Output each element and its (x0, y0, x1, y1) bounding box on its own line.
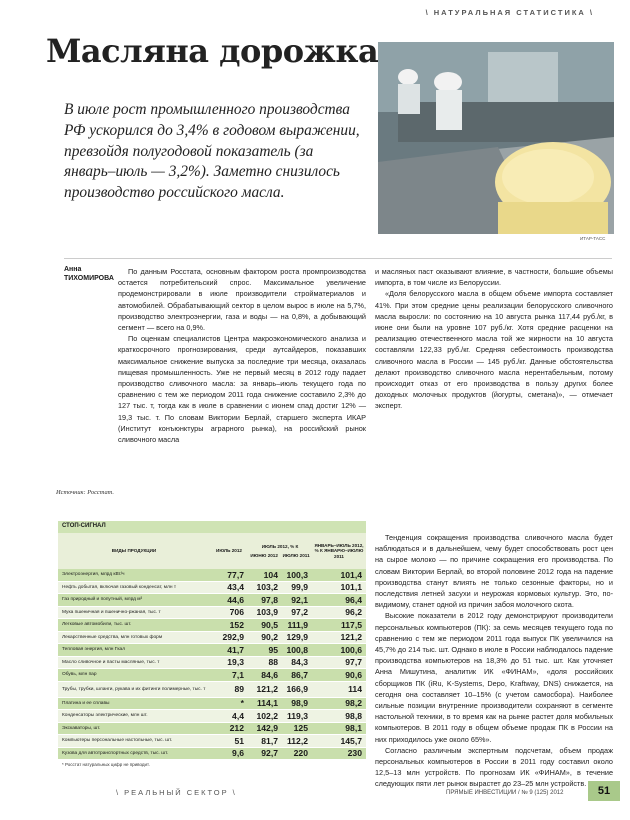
row-value: 51 (234, 735, 244, 746)
paragraph: Высокие показатели в 2012 году демонстрируют производители персональных компьютеров (ПК): за семь месяцев текущего года по сравнению с тем же периодом 2011 года выпуск ПК увеличился на 45,7% до 214 тыс. шт. Однако в июле в России наблюдалось падение производства компьютеров на 18,3% до 51 тыс. шт. Как уточняет Анна Мишутина, аналитик ИК «ФИНАМ», «доля российских сборщиков ПК (iRu, K-Systems, Depo, Kraftway, DNS) снижается, на сегодня она составляет 10–15% (с учетом самосбора). Наиболее сильные позиции внутренние производители сохраняют в сегменте настольной техники, в то время как на рынке растет доля мобильных компьютеров. В 2011 году в общем объеме продаж ПК в России на них приходилось уже около 65%». (375, 611, 613, 744)
col-group-label: ИЮЛЬ 2012, % К (261, 544, 299, 550)
table-row (58, 594, 366, 607)
row-label: Тепловая энергия, млн Гкал (62, 647, 126, 653)
row-value: * (240, 698, 244, 709)
row-value: 103,2 (256, 582, 278, 593)
row-value: 292,9 (222, 632, 244, 643)
row-value: 121,2 (340, 632, 362, 643)
table-row (58, 710, 366, 723)
table-row (58, 582, 366, 595)
row-value: 96,4 (345, 594, 362, 605)
paragraph: По оценкам специалистов Центра макроэкономического анализа и краткосрочного прогнозирования, среди аутсайдеров, показавших максимальное снижение выпуска за последние три месяца, оказалась пищевая промышленность. Уже не первый месяц в 2012 году падает производство сливочного масла: за январь–июль текущего года по сравнению с тем же периодом 2011 года снижение составило 2,3% до 127 тыс. т, тогда как в июле в сравнении с июнем спад достиг 12% — 19,3 тыс. т. По словам Виктории Берлай, старшего эксперта ИКАР (Институт конъюнктуры аграрного рынка), на российский рынок сливочного масла (118, 334, 366, 445)
table-title: СТОП-СИГНАЛ (58, 521, 366, 533)
author-first-name: Анна (64, 266, 82, 273)
col-products: ВИДЫ ПРОДУКЦИИ (111, 548, 157, 554)
row-label: Компьютеры персональные настольные, тыс. шт. (62, 738, 173, 744)
source-note: Источник: Росстат. (56, 489, 114, 496)
table-row (58, 669, 366, 682)
row-value: 98,1 (345, 723, 362, 734)
row-label: Обувь, млн пар (62, 672, 97, 678)
row-value: 7,1 (232, 669, 244, 680)
row-value: 129,9 (286, 632, 308, 643)
table-row (58, 682, 366, 698)
row-label: Трубы, трубки, шланги, рукава и их фитинги полимерные, тыс. т (62, 686, 206, 692)
row-value: 101,1 (340, 582, 362, 593)
paragraph: и масляных паст оказывают влияние, в частности, большие объемы импорта, в том числе из Белоруссии. (375, 267, 613, 288)
article-title: Масляна дорожка (46, 32, 379, 70)
row-value: 117,5 (340, 619, 362, 630)
paragraph: Тенденция сокращения производства сливочного масла будет наблюдаться и в дальнейшем, чему будет способствовать рост цен на сырое молоко — по причине сокращения его производства. По словам Виктории Берлай, во второй половине 2012 года на падение производства станут влиять не только сезонные факторы, но и последствия летней засухи и неурожая кормовых культур. Это, по-видимому, станет одной из причин забоя молочного скота. (375, 533, 613, 610)
row-label: Конденсаторы электрические, млн шт. (62, 713, 148, 719)
row-value: 99,9 (291, 582, 308, 593)
section-tag: \ НАТУРАЛЬНАЯ СТАТИСТИКА \ (425, 8, 594, 17)
row-label: Лекарственные средства, млн готовых форм (62, 634, 163, 640)
table-row (58, 748, 366, 761)
col-janjul: ЯНВАРЬ–ИЮЛЬ 2012, % К ЯНВАРЮ–ИЮЛЮ 2011 (314, 542, 364, 559)
row-label: Платина и ее сплавы (62, 700, 110, 706)
row-value: 230 (347, 748, 362, 759)
col-subheaders (248, 553, 312, 558)
row-value: 121,2 (256, 684, 278, 694)
row-value: 114 (348, 684, 362, 694)
row-label: Легковые автомобили, тыс. шт. (62, 622, 132, 628)
row-value: 125 (293, 723, 308, 734)
table-body (58, 569, 366, 760)
table-row (58, 657, 366, 670)
row-value: 96,2 (345, 607, 362, 618)
row-value: 212 (229, 723, 244, 734)
article-lead: В июле рост промышленного производства РФ ускорился до 3,4% в годовом выражении, превзойдя полугодовой показатель (за январь–июль — 3,2%). Заметно снизилось производство российского масла. (64, 101, 360, 202)
row-value: 98,9 (291, 698, 308, 709)
col-june: ИЮНЮ 2012 (250, 552, 278, 558)
divider (64, 258, 612, 259)
photo-illustration (378, 42, 614, 234)
col-july: ИЮЛЬ 2012 (216, 548, 242, 554)
row-value: 90,6 (345, 669, 362, 680)
row-value: 152 (229, 619, 244, 630)
row-value: 98,2 (345, 698, 362, 709)
row-value: 119,3 (286, 710, 308, 721)
col-july2011: ИЮЛЮ 2011 (282, 552, 310, 558)
row-value: 90,5 (261, 619, 278, 630)
row-label: Масло сливочное и пасты масляные, тыс. т (62, 659, 160, 665)
row-value: 84,6 (261, 669, 278, 680)
row-value: 4,4 (232, 710, 244, 721)
row-value: 89 (234, 684, 244, 694)
row-value: 166,9 (286, 684, 308, 694)
row-value: 101,4 (340, 569, 362, 580)
table-header (58, 533, 366, 569)
row-value: 9,6 (232, 748, 244, 759)
page-number: 51 (588, 781, 620, 801)
row-value: 220 (293, 748, 308, 759)
table-row (58, 632, 366, 645)
row-value: 92,7 (261, 748, 278, 759)
table-footnote: * Росстат натуральных цифр не приводит. (62, 762, 150, 767)
table-row (58, 607, 366, 620)
row-value: 114,1 (256, 698, 278, 709)
paragraph: «Доля белорусского масла в общем объеме импорта составляет 41%. При этом средние цены реализации белорусского сливочного масла выросли: по состоянию на 10 августа рынка 117,44 руб./кг, в июне они были на уровне 107 руб./кг. Хотя средние расценки на реализацию отечественного масла той же жирности на 10 августа составляли 122,33 руб./кг. Средняя себестоимость производства сливочного масла в России — 145 руб./кг. Данные обстоятельства делают производство сливочного масла нерентабельным, потому происходит отказ от его производства в пользу других более доходных молочных продуктов (йогурты, сметана)», — отмечает эксперт. (375, 289, 613, 411)
row-value: 88 (268, 657, 278, 668)
row-value: 706 (229, 607, 244, 618)
row-value: 43,4 (227, 582, 244, 593)
row-value: 95 (268, 644, 278, 655)
footer-section-tag: \ РЕАЛЬНЫЙ СЕКТОР \ (116, 788, 237, 797)
row-value: 97,8 (261, 594, 278, 605)
row-value: 100,8 (286, 644, 308, 655)
row-value: 84,3 (291, 657, 308, 668)
row-label: Экскаваторы, шт. (62, 725, 101, 731)
table-row (58, 569, 366, 582)
author-last-name: ТИХОМИРОВА (64, 275, 114, 282)
row-value: 92,1 (291, 594, 308, 605)
article-column-2 (375, 266, 613, 412)
row-value: 97,7 (345, 657, 362, 668)
row-value: 19,3 (227, 657, 244, 668)
paragraph-text: Согласно различным экспертным подсчетам, объем продаж персональных компьютеров в России в 2011 году составил около 12,5–13 млн устройств. По прогнозам ИК «ФИНАМ», в течение следующих пяти лет рынок вырастет до 23–25 млн устройств. (375, 745, 613, 789)
row-value: 77,7 (227, 569, 244, 580)
butter-factory-photo (378, 42, 614, 234)
row-label: Кузова для автотранспортных средств, тыс. шт. (62, 750, 169, 756)
row-value: 98,8 (345, 710, 362, 721)
row-value: 111,9 (287, 619, 308, 630)
row-value: 145,7 (340, 735, 362, 746)
row-value: 142,9 (256, 723, 278, 734)
row-label: Нефть добытая, включая газовый конденсат, млн т (62, 584, 177, 590)
row-value: 97,2 (291, 607, 308, 618)
col-group (248, 533, 312, 569)
row-value: 41,7 (227, 644, 244, 655)
row-value: 112,2 (286, 735, 308, 746)
table-row (58, 698, 366, 711)
row-value: 103,9 (256, 607, 278, 618)
row-label: Электроэнергия, млрд кВт/ч (62, 572, 125, 578)
row-value: 44,6 (227, 594, 244, 605)
footer-magazine: ПРЯМЫЕ ИНВЕСТИЦИИ / № 9 (125) 2012 (446, 790, 564, 796)
row-value: 102,2 (256, 710, 278, 721)
table-row (58, 723, 366, 736)
row-value: 86,7 (291, 669, 308, 680)
photo-credit: ИТАР-ТАСС (580, 236, 606, 241)
row-label: Газ природный и попутный, млрд м³ (62, 597, 143, 603)
table-row (58, 735, 366, 748)
table-row (58, 644, 366, 657)
row-value: 81,7 (261, 735, 278, 746)
stats-table (58, 521, 366, 769)
table-row (58, 619, 366, 632)
row-value: 90,2 (261, 632, 278, 643)
row-value: 104 (263, 569, 278, 580)
row-value: 100,3 (286, 569, 308, 580)
paragraph: По данным Росстата, основным фактором роста промпроизводства остается потребительский спрос. Максимальное увеличение продемонстрировали в июле производители стройматериалов и автомобилей. Обрабатывающий сектор в целом вырос в июле на 5,7%, производство электроэнергии, газа и воды — на 0,8%, а добывающий сегмент — всего на 0,9%. (118, 267, 366, 333)
row-value: 100,6 (340, 644, 362, 655)
article-column-1 (118, 266, 366, 445)
row-label: Мука пшеничная и пшенично-ржаная, тыс. т (62, 609, 161, 615)
paragraph (375, 745, 613, 790)
article-column-3 (375, 532, 613, 790)
